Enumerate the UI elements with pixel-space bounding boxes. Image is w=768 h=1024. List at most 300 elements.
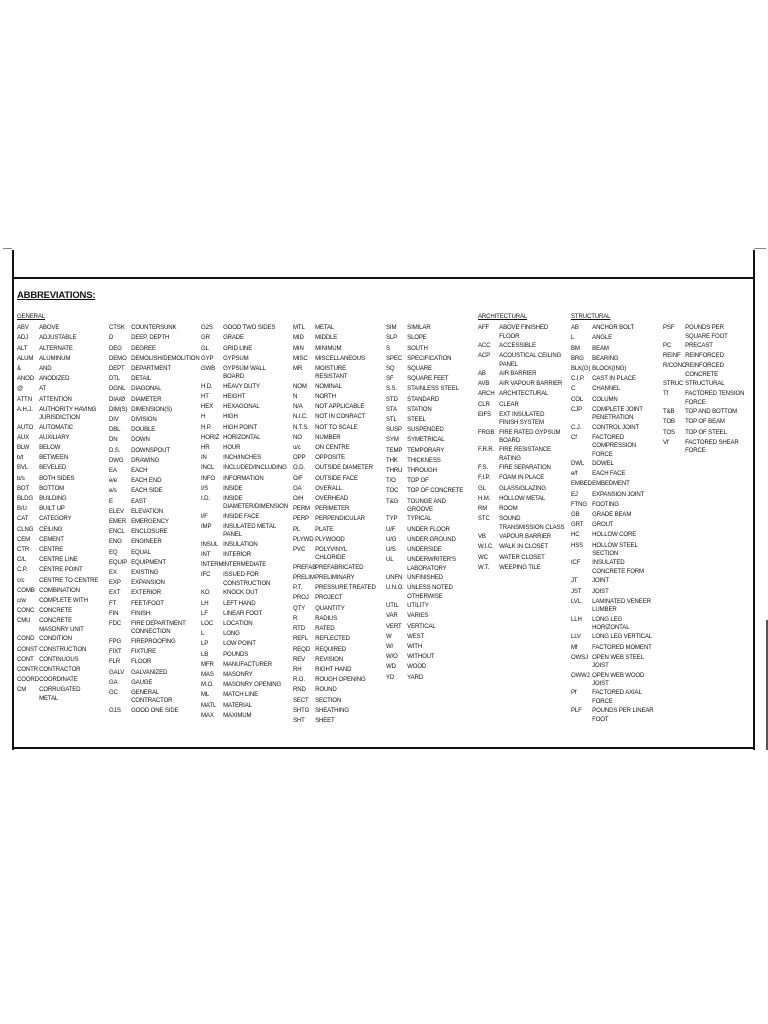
abbreviation: EQUIP bbox=[109, 558, 128, 566]
abbreviation-row bbox=[293, 706, 379, 716]
abbreviation-definition: AIR VAPOUR BARRIER bbox=[499, 380, 563, 388]
abbreviation-row bbox=[109, 609, 194, 619]
abbreviation-row bbox=[17, 374, 100, 384]
abbreviation: INCL bbox=[201, 464, 215, 472]
abbreviation-definition: EMERGENCY bbox=[131, 518, 169, 526]
abbreviation-definition: CONTRACTOR bbox=[39, 665, 81, 673]
abbreviation: SHTG bbox=[293, 706, 310, 714]
abbreviation: CONTR bbox=[17, 665, 38, 673]
abbreviation-definition: DIMENSION(S) bbox=[131, 405, 172, 413]
abbreviation-row bbox=[17, 555, 100, 565]
abbreviation: T&B bbox=[663, 408, 675, 416]
abbreviation: L bbox=[201, 630, 205, 638]
abbreviation-row bbox=[201, 423, 286, 433]
abbreviation-definition: WALK IN CLOSET bbox=[499, 543, 548, 551]
abbreviation-row bbox=[386, 514, 471, 524]
abbreviation: CM bbox=[17, 686, 27, 694]
abbreviation: R bbox=[293, 614, 298, 622]
abbreviation-row bbox=[386, 354, 471, 364]
abbreviation: H.M. bbox=[478, 494, 491, 502]
abbreviation: BVL bbox=[17, 464, 29, 472]
abbreviation: ELEV bbox=[109, 507, 124, 515]
abbreviation-definition: DOWN bbox=[131, 436, 150, 444]
abbreviation-definition: OUTSIDE FACE bbox=[315, 474, 358, 482]
abbreviation: HORIZ bbox=[201, 433, 220, 441]
abbreviation: W/ bbox=[386, 642, 394, 650]
abbreviation: I/S bbox=[201, 484, 209, 492]
abbreviation-definition: EXISTING bbox=[131, 569, 159, 577]
abbreviation-row bbox=[109, 415, 194, 425]
abbreviation: ALT bbox=[17, 344, 28, 352]
abbreviation: REQD bbox=[293, 645, 310, 653]
abbreviation-definition: ANODIZED bbox=[39, 375, 70, 383]
border-tick-right bbox=[754, 248, 766, 249]
abbreviation-definition: COMPLETE JOINT PENETRATION bbox=[592, 405, 643, 422]
abbreviation-definition: OVERALL bbox=[315, 484, 343, 492]
abbreviation-definition: INSIDE bbox=[223, 484, 243, 492]
abbreviation-definition: GENERAL CONTRACTOR bbox=[131, 688, 173, 705]
abbreviation-definition: INFORMATION bbox=[223, 474, 264, 482]
abbreviation: GL bbox=[201, 344, 209, 352]
abbreviation-row bbox=[571, 405, 657, 423]
abbreviation: b/s bbox=[17, 474, 25, 482]
abbreviation-definition: DEGREE bbox=[131, 344, 156, 352]
abbreviation-row bbox=[386, 364, 471, 374]
abbreviation-row bbox=[109, 374, 194, 384]
abbreviation-row bbox=[109, 435, 194, 445]
abbreviation-row bbox=[293, 484, 379, 494]
abbreviation-row bbox=[109, 486, 194, 496]
abbreviation: GRT bbox=[571, 521, 584, 529]
abbreviation: DN bbox=[109, 436, 118, 444]
abbreviation-row bbox=[386, 601, 471, 611]
abbreviation: THRU bbox=[386, 467, 403, 475]
abbreviation-definition: CONDITION bbox=[39, 635, 72, 643]
abbreviation-row bbox=[109, 384, 194, 394]
abbreviation: O/H bbox=[293, 495, 304, 503]
abbreviation-definition: MIDDLE bbox=[315, 334, 338, 342]
abbreviation: C/L bbox=[17, 556, 27, 564]
abbreviation: ICF bbox=[571, 559, 581, 567]
abbreviation: PC bbox=[663, 342, 672, 349]
abbreviation-row bbox=[109, 637, 194, 647]
abbreviation-row bbox=[201, 701, 286, 711]
abbreviation-row bbox=[478, 463, 564, 473]
abbreviation: I.D. bbox=[201, 495, 210, 503]
abbreviation: CTSK bbox=[109, 324, 125, 332]
abbreviation: EJ bbox=[571, 490, 578, 498]
abbreviation-definition: STANDARD bbox=[407, 395, 439, 403]
abbreviation-definition: REINFORCED bbox=[685, 352, 724, 360]
abbreviation-definition: LEFT HAND bbox=[223, 599, 256, 607]
abbreviation-definition: OPEN WEB WOOD JOIST bbox=[592, 671, 645, 687]
abbreviation-definition: INSULATED CONCRETE FORM bbox=[592, 559, 644, 575]
abbreviation-row bbox=[17, 645, 100, 655]
abbreviation-row bbox=[663, 407, 746, 417]
abbreviation: TYP bbox=[386, 515, 398, 523]
abbreviation: RM bbox=[478, 505, 488, 513]
abbreviation: TOC bbox=[386, 487, 399, 495]
abbreviation-row bbox=[109, 446, 194, 456]
abbreviation-row bbox=[293, 573, 379, 583]
abbreviation-definition: ALUMINUM bbox=[39, 354, 71, 362]
abbreviation-definition: ENCLOSURE bbox=[131, 528, 168, 536]
abbreviation-definition: INCH/INCHES bbox=[223, 454, 262, 462]
abbreviation-row bbox=[663, 417, 746, 427]
abbreviation-row bbox=[293, 665, 379, 675]
abbreviation-definition: DOUBLE bbox=[131, 426, 156, 434]
abbreviation: ARCH bbox=[478, 390, 495, 398]
abbreviation-row bbox=[386, 425, 471, 435]
abbreviation-definition: FIRE SEPARATION bbox=[499, 464, 551, 472]
abbreviation-definition: HEIGHT bbox=[223, 393, 246, 401]
abbreviation: FIXT bbox=[109, 648, 122, 656]
abbreviation: AVB bbox=[478, 380, 490, 388]
abbreviation: AUX bbox=[17, 433, 30, 441]
abbreviation-row bbox=[201, 570, 286, 588]
abbreviation: SLP bbox=[386, 334, 398, 342]
abbreviation-definition: SHEET bbox=[315, 716, 335, 724]
abbreviation-row bbox=[17, 423, 100, 433]
abbreviation-row bbox=[386, 573, 471, 583]
abbreviations-title: ABBREVIATIONS: bbox=[17, 290, 96, 301]
abbreviation: EX bbox=[109, 569, 117, 577]
abbreviation: UL bbox=[386, 556, 394, 564]
abbreviation: THK bbox=[386, 456, 398, 464]
abbreviation: S.S. bbox=[386, 385, 397, 393]
abbreviation-definition: SOUND TRANSMISSION CLASS bbox=[499, 515, 565, 531]
abbreviation-definition: LONG LEG HORIZONTAL bbox=[592, 615, 630, 631]
abbreviation: D bbox=[109, 334, 114, 342]
abbreviation-row bbox=[109, 395, 194, 405]
abbreviation-row bbox=[293, 402, 379, 412]
abbreviation-definition: TOP AND BOTTOM bbox=[685, 408, 738, 416]
abbreviation-definition: VERTICAL bbox=[407, 622, 436, 630]
abbreviation: W.I.C. bbox=[478, 543, 494, 551]
abbreviation-definition: YARD bbox=[407, 673, 424, 681]
abbreviation-row bbox=[478, 389, 564, 399]
abbreviation-row bbox=[386, 555, 471, 573]
abbreviation-definition: PRELIMINARY bbox=[315, 574, 355, 582]
abbreviation-row bbox=[201, 402, 286, 412]
abbreviation: H bbox=[201, 413, 206, 421]
abbreviation-definition: AUTHORITY HAVING JURISDICTION bbox=[39, 405, 97, 422]
abbreviation-row bbox=[17, 576, 100, 586]
abbreviation-row bbox=[17, 525, 100, 535]
abbreviation-row bbox=[293, 463, 379, 473]
abbreviation: EMER bbox=[109, 518, 126, 526]
abbreviation-definition: SHEATHING bbox=[315, 706, 349, 714]
abbreviation-row bbox=[17, 685, 100, 703]
column-header bbox=[663, 312, 746, 322]
abbreviation: DWG bbox=[109, 456, 124, 464]
abbreviation-row bbox=[17, 494, 100, 504]
abbreviation: T&G bbox=[386, 497, 399, 505]
abbreviation-definition: EXPANSION bbox=[131, 579, 165, 587]
abbreviation-row bbox=[386, 374, 471, 384]
abbreviation: FPG bbox=[109, 637, 122, 645]
abbreviation: IFC bbox=[201, 571, 211, 579]
abbreviation-definition: CLEAR bbox=[499, 400, 519, 408]
abbreviation-definition: INTERMEDIATE bbox=[223, 561, 267, 569]
abbreviation: VAR bbox=[386, 612, 398, 620]
border-left bbox=[12, 250, 14, 750]
abbreviation: INSUL bbox=[201, 540, 219, 548]
abbreviation: PVC bbox=[293, 546, 306, 554]
abbreviation-column-2 bbox=[109, 312, 200, 716]
abbreviation-row bbox=[201, 453, 286, 463]
abbreviation: ML bbox=[201, 691, 210, 699]
abbreviation-definition: HIGH bbox=[223, 413, 238, 421]
abbreviation: BOT bbox=[17, 484, 30, 492]
abbreviation-row bbox=[201, 599, 286, 609]
abbreviation: DBL bbox=[109, 426, 121, 434]
abbreviation: N bbox=[293, 393, 298, 401]
abbreviation-row bbox=[386, 333, 471, 343]
abbreviation-row bbox=[571, 469, 657, 479]
abbreviation-definition: BUILT UP bbox=[39, 505, 65, 513]
column-header: ARCHITECTURAL bbox=[478, 313, 528, 320]
abbreviation-definition: ACCESSIBLE bbox=[499, 342, 536, 349]
abbreviation-row bbox=[386, 446, 471, 456]
abbreviation: COORD bbox=[17, 676, 39, 684]
abbreviation-row bbox=[17, 665, 100, 675]
abbreviation-row bbox=[386, 525, 471, 535]
abbreviation-row bbox=[571, 632, 657, 642]
abbreviation-row bbox=[201, 588, 286, 598]
abbreviation-row bbox=[293, 593, 379, 603]
abbreviation: PLYWD bbox=[293, 535, 314, 543]
abbreviation-row bbox=[663, 323, 746, 341]
abbreviation-definition: METAL bbox=[315, 324, 335, 332]
abbreviation: FT bbox=[109, 599, 117, 607]
abbreviation-definition: EACH FACE bbox=[592, 470, 626, 478]
abbreviation-definition: HORIZONTAL bbox=[223, 433, 261, 441]
abbreviation-definition: REFLECTED bbox=[315, 635, 350, 643]
abbreviation: FTNG bbox=[571, 500, 587, 508]
abbreviation: REV bbox=[293, 655, 306, 663]
abbreviation: AB bbox=[478, 370, 486, 378]
abbreviation-row bbox=[109, 354, 200, 364]
abbreviation-definition: BEARING bbox=[592, 354, 619, 362]
abbreviation-row bbox=[293, 645, 379, 655]
abbreviation-row bbox=[201, 680, 286, 690]
abbreviation-row bbox=[109, 678, 194, 688]
abbreviation: HC bbox=[571, 531, 580, 539]
abbreviation-row bbox=[571, 500, 657, 510]
abbreviation-row bbox=[17, 484, 100, 494]
abbreviation-row bbox=[663, 361, 746, 379]
abbreviation-definition: PERPENDICULAR bbox=[315, 515, 365, 523]
abbreviation-definition: ARCHITECTURAL bbox=[499, 390, 549, 398]
abbreviation: FLR bbox=[109, 658, 121, 666]
abbreviation: UTIL bbox=[386, 602, 399, 610]
abbreviation-definition: EXTERIOR bbox=[131, 589, 161, 597]
abbreviation: LLH bbox=[571, 615, 582, 623]
abbreviation-row bbox=[571, 558, 657, 576]
abbreviation-definition: EXPANSION JOINT bbox=[592, 490, 645, 498]
abbreviation-row bbox=[571, 490, 657, 500]
abbreviation-row bbox=[201, 522, 286, 540]
abbreviation-definition: COLUMN bbox=[592, 395, 618, 403]
abbreviation-column-5 bbox=[386, 312, 471, 683]
abbreviation-row bbox=[109, 668, 194, 678]
abbreviation: U/S bbox=[386, 546, 396, 554]
abbreviation-definition: OPPOSITE bbox=[315, 454, 345, 462]
abbreviation-column-4 bbox=[293, 312, 379, 726]
abbreviation: LF bbox=[201, 609, 208, 617]
abbreviation: c/c bbox=[17, 576, 25, 584]
abbreviation: SPEC bbox=[386, 354, 402, 362]
abbreviation-definition: EXT INSULATED FINISH SYSTEM bbox=[499, 410, 545, 427]
abbreviation-row bbox=[109, 466, 194, 476]
abbreviation-row bbox=[201, 474, 286, 484]
abbreviation: DGNL bbox=[109, 385, 126, 393]
abbreviation-definition: MATERIAL bbox=[223, 701, 252, 709]
abbreviation-row bbox=[663, 341, 746, 351]
abbreviation-row bbox=[386, 583, 471, 601]
abbreviation-row bbox=[571, 354, 657, 364]
abbreviation-definition: FACTORED MOMENT bbox=[592, 643, 652, 651]
abbreviation-row bbox=[201, 412, 286, 422]
abbreviation: LB bbox=[201, 650, 209, 658]
abbreviation: W/O bbox=[386, 653, 398, 661]
abbreviation-row bbox=[293, 716, 379, 726]
abbreviation-definition: ACOUSTICAL CEILING PANEL bbox=[499, 352, 562, 368]
abbreviation-row bbox=[17, 395, 100, 405]
abbreviation: STL bbox=[386, 416, 397, 424]
abbreviation: Vf bbox=[663, 438, 669, 446]
abbreviation-row bbox=[201, 560, 286, 570]
abbreviation: BLDG bbox=[17, 495, 33, 503]
abbreviation: GR bbox=[201, 334, 210, 342]
abbreviation: ENG bbox=[109, 538, 122, 546]
abbreviation-definition: TYPICAL bbox=[407, 515, 432, 523]
abbreviation-row bbox=[386, 535, 471, 545]
abbreviation-row bbox=[109, 647, 194, 657]
abbreviation: N.T.S. bbox=[293, 423, 309, 431]
abbreviation-row bbox=[478, 428, 564, 446]
abbreviation: MAX bbox=[201, 711, 214, 719]
abbreviation: MTL bbox=[293, 324, 305, 332]
abbreviation-definition: GRADE bbox=[223, 334, 244, 342]
abbreviation-definition: SQUARE FEET bbox=[407, 375, 449, 383]
abbreviation: ATTN bbox=[17, 395, 32, 403]
abbreviation-definition: FOOTING bbox=[592, 500, 619, 508]
abbreviation: R.O. bbox=[293, 676, 305, 684]
abbreviation-definition: CEMENT bbox=[39, 535, 64, 543]
abbreviation: ACP bbox=[478, 352, 491, 360]
abbreviation-row bbox=[17, 463, 100, 473]
abbreviation-row bbox=[571, 587, 657, 597]
abbreviation-row bbox=[386, 344, 471, 354]
column-header bbox=[386, 312, 471, 322]
abbreviation-row bbox=[293, 614, 379, 624]
abbreviation-definition: THROUGH bbox=[407, 467, 437, 475]
abbreviation: C bbox=[571, 385, 576, 393]
abbreviation: LP bbox=[201, 640, 209, 648]
abbreviation-definition: DOWNSPOUT bbox=[131, 446, 170, 454]
abbreviation: BM bbox=[571, 344, 580, 352]
abbreviation: PREFAB bbox=[293, 563, 317, 571]
abbreviation: F.S. bbox=[478, 464, 488, 472]
abbreviation: PL bbox=[293, 525, 301, 533]
abbreviation-row bbox=[386, 466, 471, 476]
abbreviation-definition: MAXIMUM bbox=[223, 711, 252, 719]
abbreviation-row bbox=[571, 459, 657, 469]
abbreviation-row bbox=[201, 382, 286, 392]
abbreviation-definition: STAINLESS STEEL bbox=[407, 385, 459, 393]
abbreviation-column-3 bbox=[201, 312, 289, 721]
abbreviation-row bbox=[293, 433, 379, 443]
abbreviation: FIN bbox=[109, 609, 119, 617]
abbreviation-definition: GRADE BEAM bbox=[592, 511, 632, 519]
abbreviation-row bbox=[201, 512, 286, 522]
abbreviation-definition: DOWEL bbox=[592, 460, 614, 468]
abbreviation-definition: GOOD TWO SIDES bbox=[223, 324, 276, 332]
abbreviation-definition: OPEN WEB STEEL JOIST bbox=[592, 653, 644, 670]
abbreviation: IMP bbox=[201, 523, 212, 531]
abbreviation-definition: HOUR bbox=[223, 444, 241, 452]
abbreviation-definition: GOOD ONE SIDE bbox=[131, 706, 179, 714]
abbreviation-column-6 bbox=[478, 312, 564, 573]
abbreviation-column-7 bbox=[571, 312, 657, 724]
abbreviation-row bbox=[17, 333, 100, 343]
abbreviation-definition: HIGH POINT bbox=[223, 423, 258, 431]
abbreviation-row bbox=[386, 611, 471, 621]
abbreviation-definition: SUSPENDED bbox=[407, 426, 444, 434]
abbreviation-definition: GYPSUM WALL BOARD bbox=[223, 365, 266, 381]
abbreviation: KO bbox=[201, 589, 210, 597]
abbreviation-row bbox=[478, 514, 564, 532]
abbreviation-definition: ROUND bbox=[315, 686, 337, 694]
abbreviation-definition: WEEPING TILE bbox=[499, 563, 541, 571]
abbreviation-definition: PLATE bbox=[315, 525, 334, 533]
abbreviation-row bbox=[571, 576, 657, 586]
abbreviation-row bbox=[201, 609, 286, 619]
abbreviation-row bbox=[571, 671, 657, 689]
abbreviation-row bbox=[571, 344, 657, 354]
abbreviation-definition: CONTINUOUS bbox=[39, 655, 79, 663]
abbreviation: OWWJ bbox=[571, 671, 590, 679]
abbreviation: SYM bbox=[386, 436, 399, 444]
abbreviation-row bbox=[571, 643, 657, 653]
abbreviation: GB bbox=[571, 511, 580, 519]
abbreviation: E bbox=[109, 497, 113, 505]
abbreviation-row bbox=[293, 474, 379, 484]
abbreviation-row bbox=[386, 642, 471, 652]
abbreviation: STD bbox=[386, 395, 398, 403]
abbreviation-definition: ALTERNATE bbox=[39, 344, 73, 352]
abbreviation-definition: DETAIL bbox=[131, 375, 152, 383]
abbreviation-row bbox=[17, 514, 100, 524]
abbreviation-row bbox=[386, 622, 471, 632]
abbreviation: HEX bbox=[201, 403, 214, 411]
abbreviation: EXP bbox=[109, 579, 121, 587]
abbreviation-row bbox=[201, 540, 286, 550]
abbreviation-definition: COORDINATE bbox=[39, 676, 78, 684]
abbreviation-definition: GROUT bbox=[592, 521, 614, 529]
abbreviation-definition: MANUFACTURER bbox=[223, 660, 272, 668]
abbreviation-definition: AUTOMATIC bbox=[39, 423, 74, 431]
abbreviation-row bbox=[571, 597, 657, 615]
abbreviation-row bbox=[109, 619, 194, 637]
abbreviation-row bbox=[109, 425, 194, 435]
abbreviation-row bbox=[293, 583, 379, 593]
abbreviation-row bbox=[293, 323, 379, 333]
abbreviation: REINF bbox=[663, 352, 681, 360]
abbreviation: CONT bbox=[17, 655, 34, 663]
